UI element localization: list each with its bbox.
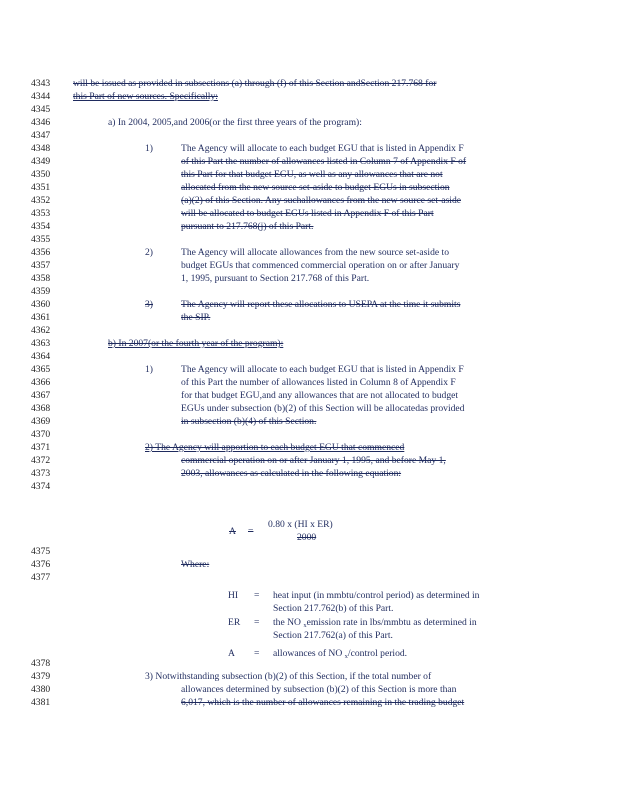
line-number: 4348 xyxy=(31,143,51,154)
def-a-symbol: A xyxy=(228,648,235,659)
def-a-text-line1: allowances of NO $_x$/control period. xyxy=(273,648,408,660)
line-text: 1) xyxy=(145,143,153,154)
document-line xyxy=(0,168,618,181)
document-line xyxy=(0,155,618,168)
line-number: 4360 xyxy=(31,299,51,310)
line-number: 4370 xyxy=(31,429,51,440)
document-line xyxy=(0,246,618,259)
line-text: this Part of new sources. Specifically: xyxy=(73,91,218,102)
line-number: 4379 xyxy=(31,671,51,682)
document-line xyxy=(0,454,618,467)
document-line xyxy=(0,441,618,454)
line-number: 4367 xyxy=(31,390,51,401)
document-line xyxy=(0,77,618,90)
line-number: 4350 xyxy=(31,169,51,180)
line-text: 1, 1995, pursuant to Section 217.768 of this Part. xyxy=(181,273,370,284)
document-line xyxy=(0,324,618,337)
document-line xyxy=(0,220,618,233)
line-number: 4346 xyxy=(31,117,51,128)
line-number: 4355 xyxy=(31,234,51,245)
line-number: 4372 xyxy=(31,455,51,466)
line-number: 4358 xyxy=(31,273,51,284)
line-number: 4353 xyxy=(31,208,51,219)
document-line xyxy=(0,363,618,376)
line-text: 3) Notwithstanding subsection (b)(2) of this Section, if the total number of xyxy=(145,671,432,682)
line-text: will be issued as provided in subsections (a) through (f) of this Section andSection 217.768 for xyxy=(73,78,437,89)
line-text: pursuant to 217.768(j) of this Part. xyxy=(181,221,314,232)
line-number: 4359 xyxy=(31,286,51,297)
line-text: 2) xyxy=(145,247,153,258)
line-text: will be allocated to budget EGUs listed in Appendix F of this Part xyxy=(181,208,434,219)
line-number: 4345 xyxy=(31,104,51,115)
document-line xyxy=(0,467,618,480)
line-number: 4375 xyxy=(31,546,51,557)
line-number: 4365 xyxy=(31,364,51,375)
document-line xyxy=(0,350,618,363)
line-text: of this Part the number of allowances listed in Column 7 of Appendix F of xyxy=(181,156,467,167)
line-text: EGUs under subsection (b)(2) of this Section will be allocatedas provided xyxy=(181,403,465,414)
line-text: a) In 2004, 2005,and 2006(or the first three years of the program): xyxy=(108,117,362,128)
line-text: 6,017, which is the number of allowances remaining in the trading budget xyxy=(181,697,465,708)
document-line xyxy=(0,272,618,285)
line-number: 4361 xyxy=(31,312,51,323)
line-number: 4368 xyxy=(31,403,51,414)
line-text: allowances determined by subsection (b)(2) of this Section is more than xyxy=(181,684,457,695)
line-number: 4376 xyxy=(31,559,51,570)
line-number: 4357 xyxy=(31,260,51,271)
line-text: 3) xyxy=(145,299,153,310)
document-line xyxy=(0,116,618,129)
equation-lhs: A xyxy=(229,526,236,537)
line-number: 4352 xyxy=(31,195,51,206)
equation-numerator: 0.80 x (HI x ER) xyxy=(268,519,333,530)
line-number: 4364 xyxy=(31,351,51,362)
line-text: budget EGUs that commenced commercial operation on or after January xyxy=(181,260,460,271)
line-text: The Agency will allocate to each budget EGU that is listed in Appendix F xyxy=(181,364,464,375)
line-number: 4371 xyxy=(31,442,51,453)
document-line xyxy=(0,402,618,415)
line-number: 4380 xyxy=(31,684,51,695)
document-line xyxy=(0,233,618,246)
line-text: b) In 2007(or the fourth year of the program): xyxy=(108,338,284,349)
document-line xyxy=(0,311,618,324)
def-er-text-line1: the NO $_x$emission rate in lbs/mmbtu as determined in xyxy=(273,617,477,629)
line-text: commercial operation on or after January 1, 1995, and before May 1, xyxy=(181,455,446,466)
def-hi-equals: = xyxy=(254,590,260,601)
document-line xyxy=(0,696,618,709)
def-er-symbol: ER xyxy=(228,617,241,628)
equation-equals: = xyxy=(248,526,254,537)
line-text: 2003, allowances as calculated in the following equation: xyxy=(181,468,402,479)
line-number: 4344 xyxy=(31,91,51,102)
line-text: 2) The Agency will apportion to each budget EGU that commenced xyxy=(145,442,405,453)
equation-denominator: 2000 xyxy=(297,532,317,543)
document-line xyxy=(0,683,618,696)
line-text: Where: xyxy=(181,559,210,570)
document-line xyxy=(0,298,618,311)
line-text: (a)(2) of this Section. Any suchallowances from the new source set-aside xyxy=(181,195,461,206)
line-text: The Agency will allocate to each budget EGU that is listed in Appendix F xyxy=(181,143,464,154)
line-text: in subsection (b)(4) of this Section. xyxy=(181,416,317,427)
document-line xyxy=(0,545,618,558)
line-number: 4373 xyxy=(31,468,51,479)
line-text: The Agency will allocate allowances from the new source set-aside to xyxy=(181,247,449,258)
line-text: allocated from the new source set-aside to budget EGUs in subsection xyxy=(181,182,450,193)
line-number: 4343 xyxy=(31,78,51,89)
def-hi-text-line2: Section 217.762(b) of this Part. xyxy=(273,603,394,614)
document-line xyxy=(0,571,618,584)
document-line xyxy=(0,285,618,298)
line-number: 4369 xyxy=(31,416,51,427)
document-line xyxy=(0,142,618,155)
line-text: 1) xyxy=(145,364,153,375)
line-number: 4356 xyxy=(31,247,51,258)
line-number: 4347 xyxy=(31,130,51,141)
line-number: 4351 xyxy=(31,182,51,193)
line-text: this Part for that budget EGU, as well as any allowances that are not xyxy=(181,169,443,180)
document-line xyxy=(0,207,618,220)
line-number: 4377 xyxy=(31,572,51,583)
document-line xyxy=(0,480,618,493)
line-number: 4354 xyxy=(31,221,51,232)
def-hi-text-line1: heat input (in mmbtu/control period) as determined in xyxy=(273,590,480,601)
document-line xyxy=(0,90,618,103)
line-number: 4349 xyxy=(31,156,51,167)
document-line xyxy=(0,259,618,272)
line-text: of this Part the number of allowances listed in Column 8 of Appendix F xyxy=(181,377,456,388)
document-line xyxy=(0,389,618,402)
def-a-equals: = xyxy=(254,648,260,659)
line-number: 4381 xyxy=(31,697,51,708)
line-number: 4374 xyxy=(31,481,51,492)
document-line xyxy=(0,415,618,428)
line-text: for that budget EGU,and any allowances that are not allocated to budget xyxy=(181,390,459,401)
def-er-equals: = xyxy=(254,617,260,628)
def-hi-symbol: HI xyxy=(228,590,239,601)
document-line xyxy=(0,337,618,350)
line-number: 4363 xyxy=(31,338,51,349)
line-number: 4378 xyxy=(31,658,51,669)
def-er-text-line2: Section 217.762(a) of this Part. xyxy=(273,630,393,641)
document-line xyxy=(0,103,618,116)
document-line xyxy=(0,428,618,441)
document-line xyxy=(0,129,618,142)
line-number: 4366 xyxy=(31,377,51,388)
document-line xyxy=(0,181,618,194)
line-text: the SIP. xyxy=(181,312,211,323)
document-line xyxy=(0,376,618,389)
document-line xyxy=(0,194,618,207)
document-line xyxy=(0,558,618,571)
line-number: 4362 xyxy=(31,325,51,336)
line-text: The Agency will report these allocations to USEPA at the time it submits xyxy=(181,299,461,310)
document-line xyxy=(0,670,618,683)
